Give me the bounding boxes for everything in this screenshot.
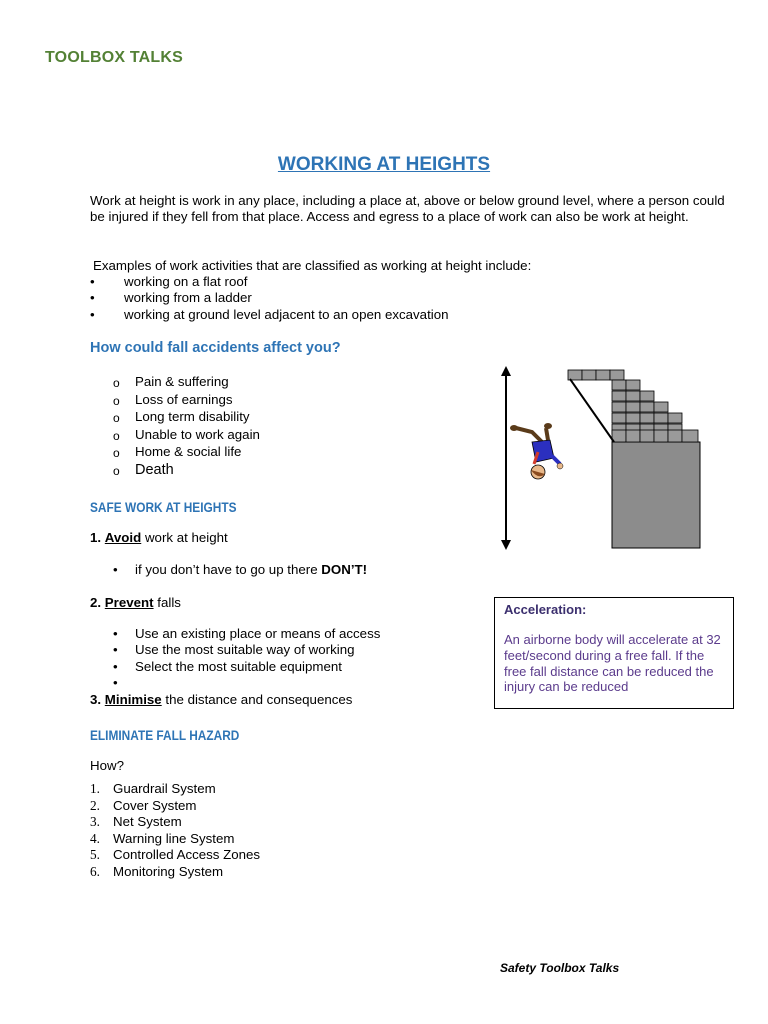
safe-work-heading: SAFE WORK AT HEIGHTS <box>90 500 237 515</box>
list-number: 5. <box>90 847 100 862</box>
falling-person-icon <box>510 423 563 479</box>
list-item <box>113 462 260 480</box>
list-item <box>113 626 380 642</box>
list-item <box>90 847 260 864</box>
stairs-icon <box>568 370 698 442</box>
circle-bullet-icon: o <box>113 376 120 390</box>
acceleration-title: Acceleration: <box>504 602 587 617</box>
list-item <box>113 444 260 462</box>
height-arrow-icon <box>501 366 511 550</box>
avoid-sub-list <box>113 562 367 578</box>
examples-list <box>90 274 449 323</box>
list-item <box>90 307 449 323</box>
list-item <box>90 274 449 290</box>
bullet-icon: • <box>113 562 118 577</box>
step-number: 1. <box>90 530 102 545</box>
list-item-text: Monitoring System <box>113 863 224 879</box>
list-item-text: working at ground level adjacent to an open excavation <box>124 306 449 322</box>
prevent-sub-list <box>113 626 380 691</box>
list-item-text: Death <box>135 461 174 478</box>
list-item <box>90 831 260 848</box>
bullet-icon: • <box>113 658 118 674</box>
step-text: falls <box>153 595 181 610</box>
list-item <box>113 562 367 578</box>
list-item <box>113 409 260 427</box>
list-item <box>90 814 260 831</box>
list-item <box>113 642 380 658</box>
falling-worker-illustration <box>498 362 708 554</box>
list-item <box>113 659 380 675</box>
examples-intro: Examples of work activities that are classified as working at height include: <box>93 258 532 273</box>
list-item-text: Unable to work again <box>135 426 260 442</box>
step-text: the distance and consequences <box>161 692 353 707</box>
bullet-icon: • <box>113 642 118 658</box>
circle-bullet-icon: o <box>113 428 120 443</box>
list-item-text: Home & social life <box>135 444 242 460</box>
intro-paragraph: Work at height is work in any place, including a place at, above or below ground level, where a person could be injured if they fell from that place. Access and egress to a place of work can also be work at height. <box>90 193 725 225</box>
step-prevent <box>90 595 181 611</box>
bullet-icon: • <box>113 626 118 641</box>
fall-section-heading: How could fall accidents affect you? <box>90 340 341 356</box>
list-item-text: Use an existing place or means of access <box>135 626 381 641</box>
list-item <box>90 864 260 881</box>
bullet-icon: • <box>90 306 95 322</box>
list-item <box>113 374 260 392</box>
list-item-text: Guardrail System <box>113 781 216 796</box>
ladder-line-icon <box>570 379 614 442</box>
step-keyword: Prevent <box>104 595 154 610</box>
list-item-text: Cover System <box>113 797 197 813</box>
list-number: 3. <box>90 814 100 829</box>
circle-bullet-icon: o <box>113 446 120 461</box>
building-block-icon <box>612 442 700 548</box>
circle-bullet-icon: o <box>113 411 120 426</box>
list-item-text: working on a flat roof <box>124 274 248 289</box>
bullet-icon: • <box>90 290 95 306</box>
list-number: 1. <box>90 781 100 796</box>
bullet-icon: • <box>113 674 118 690</box>
list-number: 4. <box>90 830 100 846</box>
list-item-text: if you don’t have to go up there <box>135 562 322 577</box>
list-item-text: Controlled Access Zones <box>113 847 261 862</box>
list-item-text: working from a ladder <box>124 290 252 306</box>
list-item-text: Warning line System <box>113 830 235 846</box>
footer-text: Safety Toolbox Talks <box>500 961 620 975</box>
step-number: 2. <box>90 595 102 610</box>
acceleration-text: An airborne body will accelerate at 32 feet/second during a free fall. If the free fall distance can be reduced the injury can be reduced <box>504 632 721 695</box>
list-item <box>90 781 260 798</box>
header-title: TOOLBOX TALKS <box>45 49 184 66</box>
list-item-text: Long term disability <box>135 409 250 425</box>
list-item-text: Use the most suitable way of working <box>135 642 355 658</box>
list-item <box>90 798 260 815</box>
list-number: 2. <box>90 797 100 813</box>
eliminate-heading: ELIMINATE FALL HAZARD <box>90 728 240 743</box>
step-number: 3. <box>90 692 102 707</box>
list-item <box>113 675 380 691</box>
circle-bullet-icon: o <box>113 393 120 408</box>
acceleration-box <box>494 597 734 709</box>
list-item <box>90 290 449 306</box>
how-label: How? <box>90 758 124 773</box>
bullet-icon: • <box>90 274 95 289</box>
list-item-text: Loss of earnings <box>135 391 233 407</box>
step-keyword: Avoid <box>104 530 142 545</box>
list-number: 6. <box>90 863 100 879</box>
effects-list <box>113 374 260 480</box>
step-avoid <box>90 530 228 546</box>
list-item-text: Pain & suffering <box>135 374 229 389</box>
list-item <box>113 392 260 410</box>
methods-list <box>90 781 260 880</box>
step-keyword: Minimise <box>104 692 162 707</box>
list-item-text: Net System <box>113 814 182 829</box>
document-title: WORKING AT HEIGHTS <box>277 154 491 175</box>
list-item <box>113 427 260 445</box>
circle-bullet-icon: o <box>113 463 120 478</box>
step-minimise <box>90 692 352 708</box>
list-item-text: Select the most suitable equipment <box>135 658 342 674</box>
emphasis-text: DON’T! <box>321 562 368 577</box>
step-text: work at height <box>141 530 228 545</box>
